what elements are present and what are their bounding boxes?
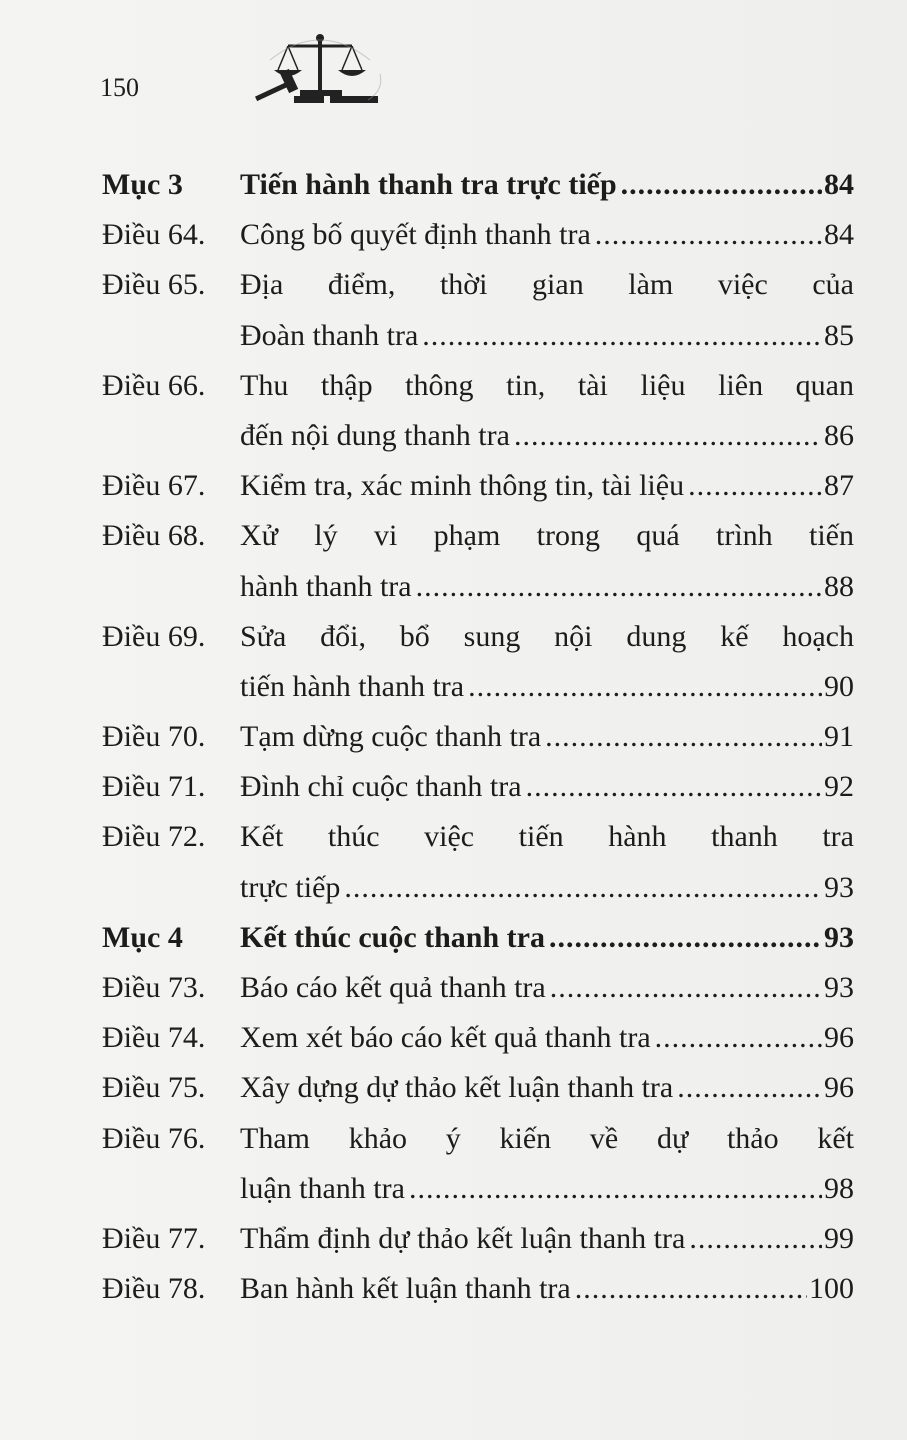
toc-entry-line: [240, 1214, 854, 1264]
page-header: [100, 30, 400, 110]
toc-entry-page: 90: [824, 669, 854, 703]
dot-leader: [689, 1214, 822, 1264]
toc-entry-label: Điều 64.: [102, 218, 206, 252]
dot-leader: [655, 1013, 822, 1063]
dot-leader: [545, 712, 822, 762]
dot-leader: [575, 1264, 807, 1314]
toc-entry-page: 85: [824, 318, 854, 352]
scales-of-justice-gavel-icon: [250, 30, 390, 110]
toc-entry-line: [240, 210, 854, 260]
toc-entry-page: 96: [824, 1021, 854, 1055]
toc-entry-line: [240, 311, 854, 361]
toc-entry-line: [240, 762, 854, 812]
toc-entry-title: Ban hành kết luận thanh tra: [240, 1272, 571, 1306]
toc-entry-label: Mục 3: [102, 168, 183, 201]
toc-entry-label: Điều 66.: [102, 368, 206, 402]
toc-entry-line: [240, 511, 854, 561]
toc-entry-title: tiến hành thanh tra: [240, 669, 465, 703]
toc-entry-page: 98: [824, 1171, 854, 1205]
toc-entry: [102, 1063, 854, 1113]
toc-entry-title: hành thanh tra: [240, 569, 412, 603]
toc-entry-label: Điều 71.: [102, 770, 206, 804]
toc-entry: [102, 662, 854, 712]
toc-entry-line: [240, 411, 854, 461]
toc-entry: [102, 1114, 854, 1164]
toc-entry: [102, 461, 854, 511]
dot-leader: [344, 863, 822, 913]
toc-entry-title: Kết thúc cuộc thanh tra: [240, 920, 545, 954]
toc-entry-line: [240, 260, 854, 310]
toc-entry-label: Điều 69.: [102, 619, 206, 653]
toc-entry-line: [240, 712, 854, 762]
toc-entry-line: [240, 662, 854, 712]
dot-leader: [526, 762, 822, 812]
toc-entry-title: trực tiếp: [240, 870, 341, 904]
toc-entry-title: Xử lý vi phạm trong quá trình tiến: [240, 519, 854, 553]
dot-leader: [422, 311, 822, 361]
toc-entry-title: đến nội dung thanh tra: [240, 418, 510, 452]
toc-entry: [102, 863, 854, 913]
toc-entry: [102, 1214, 854, 1264]
toc-entry: [102, 712, 854, 762]
toc-entry: [102, 260, 854, 310]
toc-entry-title: Đoàn thanh tra: [240, 318, 419, 352]
toc-entry: [102, 612, 854, 662]
toc-entry-label: Điều 77.: [102, 1221, 206, 1255]
toc-entry-label: Điều 72.: [102, 820, 206, 854]
dot-leader: [416, 562, 822, 612]
toc-entry-title: Công bố quyết định thanh tra: [240, 218, 591, 252]
toc-entry-label: Điều 74.: [102, 1021, 206, 1055]
toc-entry: [102, 311, 854, 361]
dot-leader: [621, 160, 822, 210]
toc-entry-title: Tiến hành thanh tra trực tiếp: [240, 168, 617, 201]
toc-entry-label: Điều 75.: [102, 1071, 206, 1105]
toc-entry-label: Điều 70.: [102, 720, 206, 754]
toc-entry: [102, 210, 854, 260]
dot-leader: [595, 210, 822, 260]
toc-entry-label: Điều 65.: [102, 268, 206, 302]
toc-entry-line: [240, 1063, 854, 1113]
toc-entry-line: [240, 160, 854, 210]
dot-leader: [549, 913, 822, 963]
toc-entry-label: Mục 4: [102, 920, 183, 954]
toc-entry-line: [240, 612, 854, 662]
toc-entry-page: 93: [824, 870, 854, 904]
toc-entry-page: 86: [824, 418, 854, 452]
toc-entry-title: Kết thúc việc tiến hành thanh tra: [240, 820, 854, 854]
toc-entry-label: Điều 67.: [102, 469, 206, 503]
toc-entry-title: luận thanh tra: [240, 1171, 405, 1205]
toc-entry: [102, 812, 854, 862]
toc-entry-page: 100: [809, 1272, 854, 1306]
toc-entry-title: Kiểm tra, xác minh thông tin, tài liệu: [240, 469, 685, 503]
toc-entry: [102, 1164, 854, 1214]
toc-entry-line: [240, 1164, 854, 1214]
dot-leader: [468, 662, 822, 712]
toc-entry-line: [240, 963, 854, 1013]
toc-entry-line: [240, 863, 854, 913]
toc-entry-page: 87: [824, 469, 854, 503]
toc-entry-page: 92: [824, 770, 854, 804]
toc-entry-title: Tham khảo ý kiến về dự thảo kết: [240, 1121, 854, 1155]
toc-entry-line: [240, 461, 854, 511]
dot-leader: [514, 411, 822, 461]
toc-entry-page: 96: [824, 1071, 854, 1105]
toc-entry-title: Xây dựng dự thảo kết luận thanh tra: [240, 1071, 674, 1105]
toc-entry-title: Thu thập thông tin, tài liệu liên quan: [240, 368, 854, 402]
toc-entry-label: Điều 78.: [102, 1272, 206, 1306]
dot-leader: [677, 1063, 822, 1113]
toc-entry-title: Tạm dừng cuộc thanh tra: [240, 720, 542, 754]
toc-entry: [102, 1264, 854, 1314]
dot-leader: [688, 461, 822, 511]
toc-entry: [102, 1013, 854, 1063]
toc-entry: [102, 963, 854, 1013]
toc-entry-page: 91: [824, 720, 854, 754]
toc-entry-page: 99: [824, 1221, 854, 1255]
toc-entry-title: Báo cáo kết quả thanh tra: [240, 971, 546, 1004]
toc-entry-line: [240, 1013, 854, 1063]
toc-entry-line: [240, 562, 854, 612]
dot-leader: [409, 1164, 822, 1214]
toc-entry-page: 93: [824, 920, 854, 954]
toc-entry-line: [240, 1114, 854, 1164]
toc-entry-title: Thẩm định dự thảo kết luận thanh tra: [240, 1221, 686, 1255]
toc-entry: [102, 160, 854, 210]
toc-entry: [102, 762, 854, 812]
table-of-contents: [102, 160, 854, 1314]
toc-entry-line: [240, 812, 854, 862]
toc-entry-label: Điều 73.: [102, 971, 206, 1004]
toc-entry: [102, 361, 854, 411]
toc-entry-page: 93: [824, 971, 854, 1004]
dot-leader: [550, 963, 822, 1013]
page-number: 150: [100, 73, 139, 102]
toc-entry: [102, 511, 854, 561]
toc-entry-line: [240, 1264, 854, 1314]
toc-entry-page: 84: [824, 168, 854, 201]
toc-entry-line: [240, 913, 854, 963]
toc-entry-title: Sửa đổi, bổ sung nội dung kế hoạch: [240, 619, 854, 653]
toc-entry-line: [240, 361, 854, 411]
toc-entry-label: Điều 68.: [102, 519, 206, 553]
toc-entry-page: 88: [824, 569, 854, 603]
toc-entry: [102, 562, 854, 612]
toc-entry-label: Điều 76.: [102, 1121, 206, 1155]
toc-entry-title: Xem xét báo cáo kết quả thanh tra: [240, 1021, 651, 1055]
toc-entry-title: Đình chỉ cuộc thanh tra: [240, 770, 522, 804]
toc-entry: [102, 411, 854, 461]
toc-entry-title: Địa điểm, thời gian làm việc của: [240, 268, 854, 302]
toc-entry: [102, 913, 854, 963]
toc-entry-page: 84: [824, 218, 854, 252]
